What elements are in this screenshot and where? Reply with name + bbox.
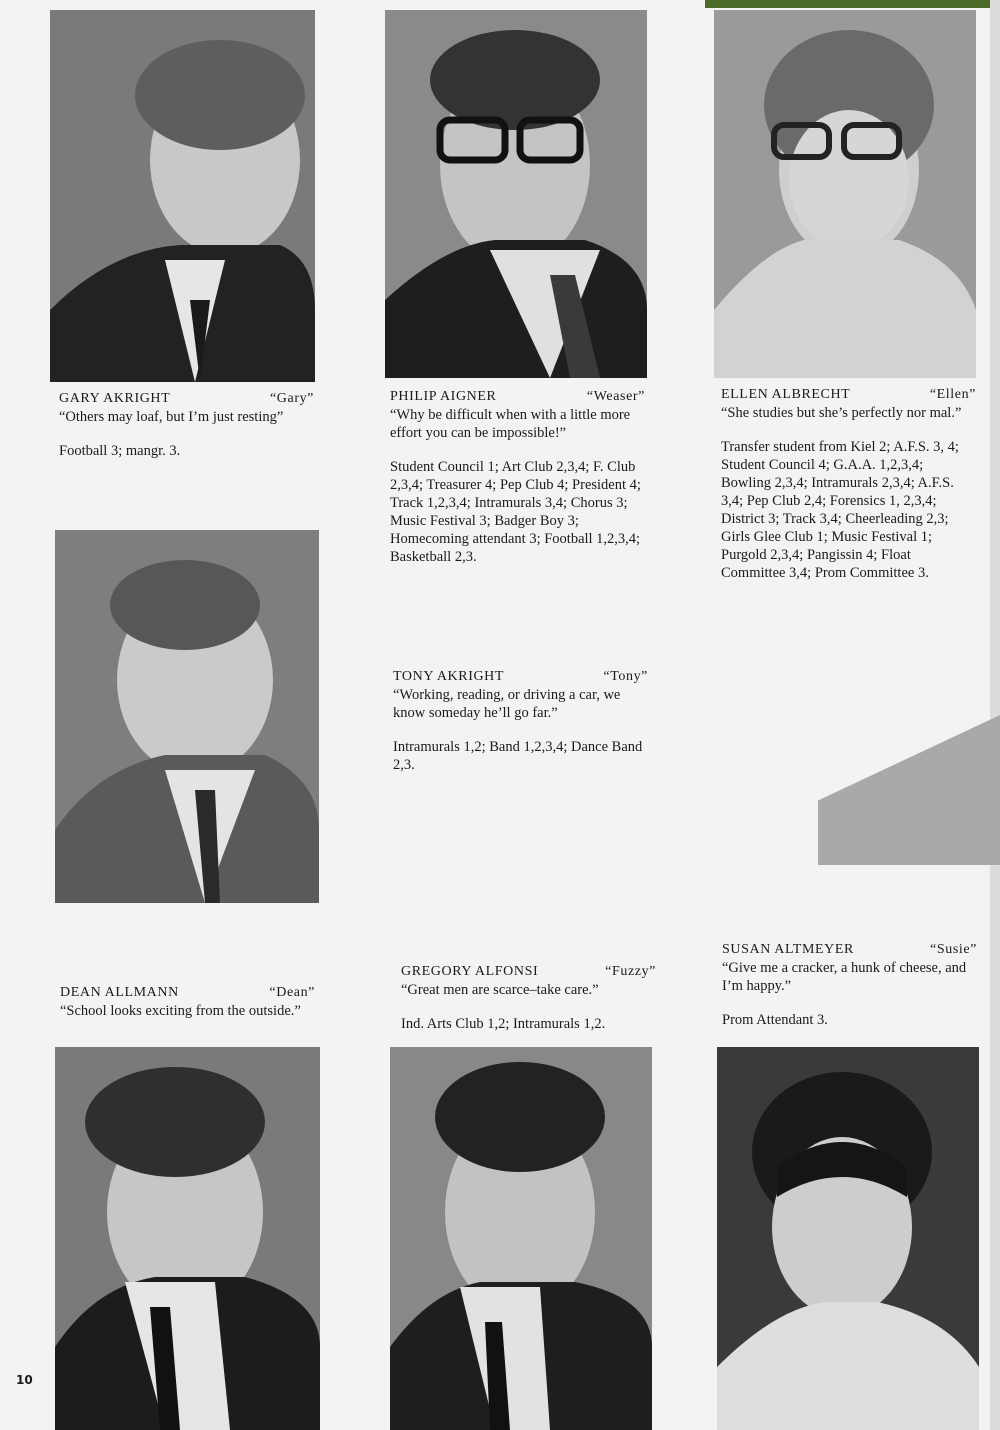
student-activities: Transfer student from Kiel 2; A.F.S. 3, 4; Student Council 4; G.A.A. 1,2,3,4; Bowling 2,3,4; Intramurals 2,3,4; A.F.S. 3,4; Pep Club 2,4; Forensics 1, 2,3,4; District 3; Track 3,4; Cheerleading 2,3; Girls Glee Club 1; Music Festival 1; Purgold 2,3,4; Pangissin 4; Float Committee 3,4; Prom Committee 3. <box>721 439 959 581</box>
student-name: GARY AKRIGHT <box>59 391 171 406</box>
student-activities: Intramurals 1,2; Band 1,2,3,4; Dance Band 2,3. <box>393 739 643 773</box>
student-name: DEAN ALLMANN <box>60 985 179 1000</box>
student-quote: “Others may loaf, but I’m just resting” <box>59 409 284 425</box>
portrait-philip-aigner <box>385 10 647 378</box>
portrait-dean-allmann <box>55 1047 320 1430</box>
portrait-susan-altmeyer <box>717 1047 979 1430</box>
caption-philip-aigner <box>390 388 645 566</box>
student-activities: Ind. Arts Club 1,2; Intramurals 1,2. <box>401 1016 606 1032</box>
student-nickname: “Tony” <box>603 669 648 684</box>
caption-dean-allmann <box>60 984 315 1020</box>
student-activities: Football 3; mangr. 3. <box>59 443 181 459</box>
student-quote: “School looks exciting from the outside.” <box>60 1003 301 1019</box>
page-number: 10 <box>16 1373 33 1387</box>
student-name: ELLEN ALBRECHT <box>721 387 851 402</box>
page-edge-strip <box>705 0 1000 8</box>
student-quote: “Give me a cracker, a hunk of cheese, and I’m happy.” <box>722 960 967 994</box>
portrait-gary-akright <box>50 10 315 382</box>
student-name: SUSAN ALTMEYER <box>722 942 854 957</box>
student-nickname: “Ellen” <box>929 387 976 402</box>
caption-gary-akright <box>59 390 314 460</box>
portrait-ellen-albrecht <box>714 10 976 378</box>
student-nickname: “Weaser” <box>586 389 645 404</box>
caption-ellen-albrecht <box>721 386 976 582</box>
student-nickname: “Dean” <box>269 985 315 1000</box>
page-edge-right <box>990 0 1000 1430</box>
student-activities: Student Council 1; Art Club 2,3,4; F. Club 2,3,4; Treasurer 4; Pep Club 4; President 4; Track 1,2,3,4; Intramurals 3,4; Chorus 3; Music Festival 3; Badger Boy 3; Homecoming attendant 3; Football 1,2,3,4; Basketball 2,3. <box>390 459 641 565</box>
student-nickname: “Fuzzy” <box>605 964 656 979</box>
student-activities: Prom Attendant 3. <box>722 1012 828 1028</box>
portrait-tony-akright <box>55 530 319 903</box>
portrait-gregory-alfonsi <box>390 1047 652 1430</box>
student-quote: “Working, reading, or driving a car, we know someday he’ll go far.” <box>393 687 621 721</box>
student-nickname: “Gary” <box>269 391 314 406</box>
student-name: TONY AKRIGHT <box>393 669 505 684</box>
caption-susan-altmeyer <box>722 941 977 1029</box>
caption-tony-akright <box>393 668 648 774</box>
student-nickname: “Susie” <box>930 942 977 957</box>
caption-gregory-alfonsi <box>401 963 656 1033</box>
student-quote: “Why be difficult when with a little more effort you can be impossible!” <box>390 407 631 441</box>
student-name: PHILIP AIGNER <box>390 389 497 404</box>
student-quote: “Great men are scarce–take care.” <box>401 982 599 998</box>
student-name: GREGORY ALFONSI <box>401 964 539 979</box>
student-quote: “She studies but she’s perfectly nor mal.” <box>721 405 962 421</box>
decorative-wedge <box>818 715 1000 865</box>
